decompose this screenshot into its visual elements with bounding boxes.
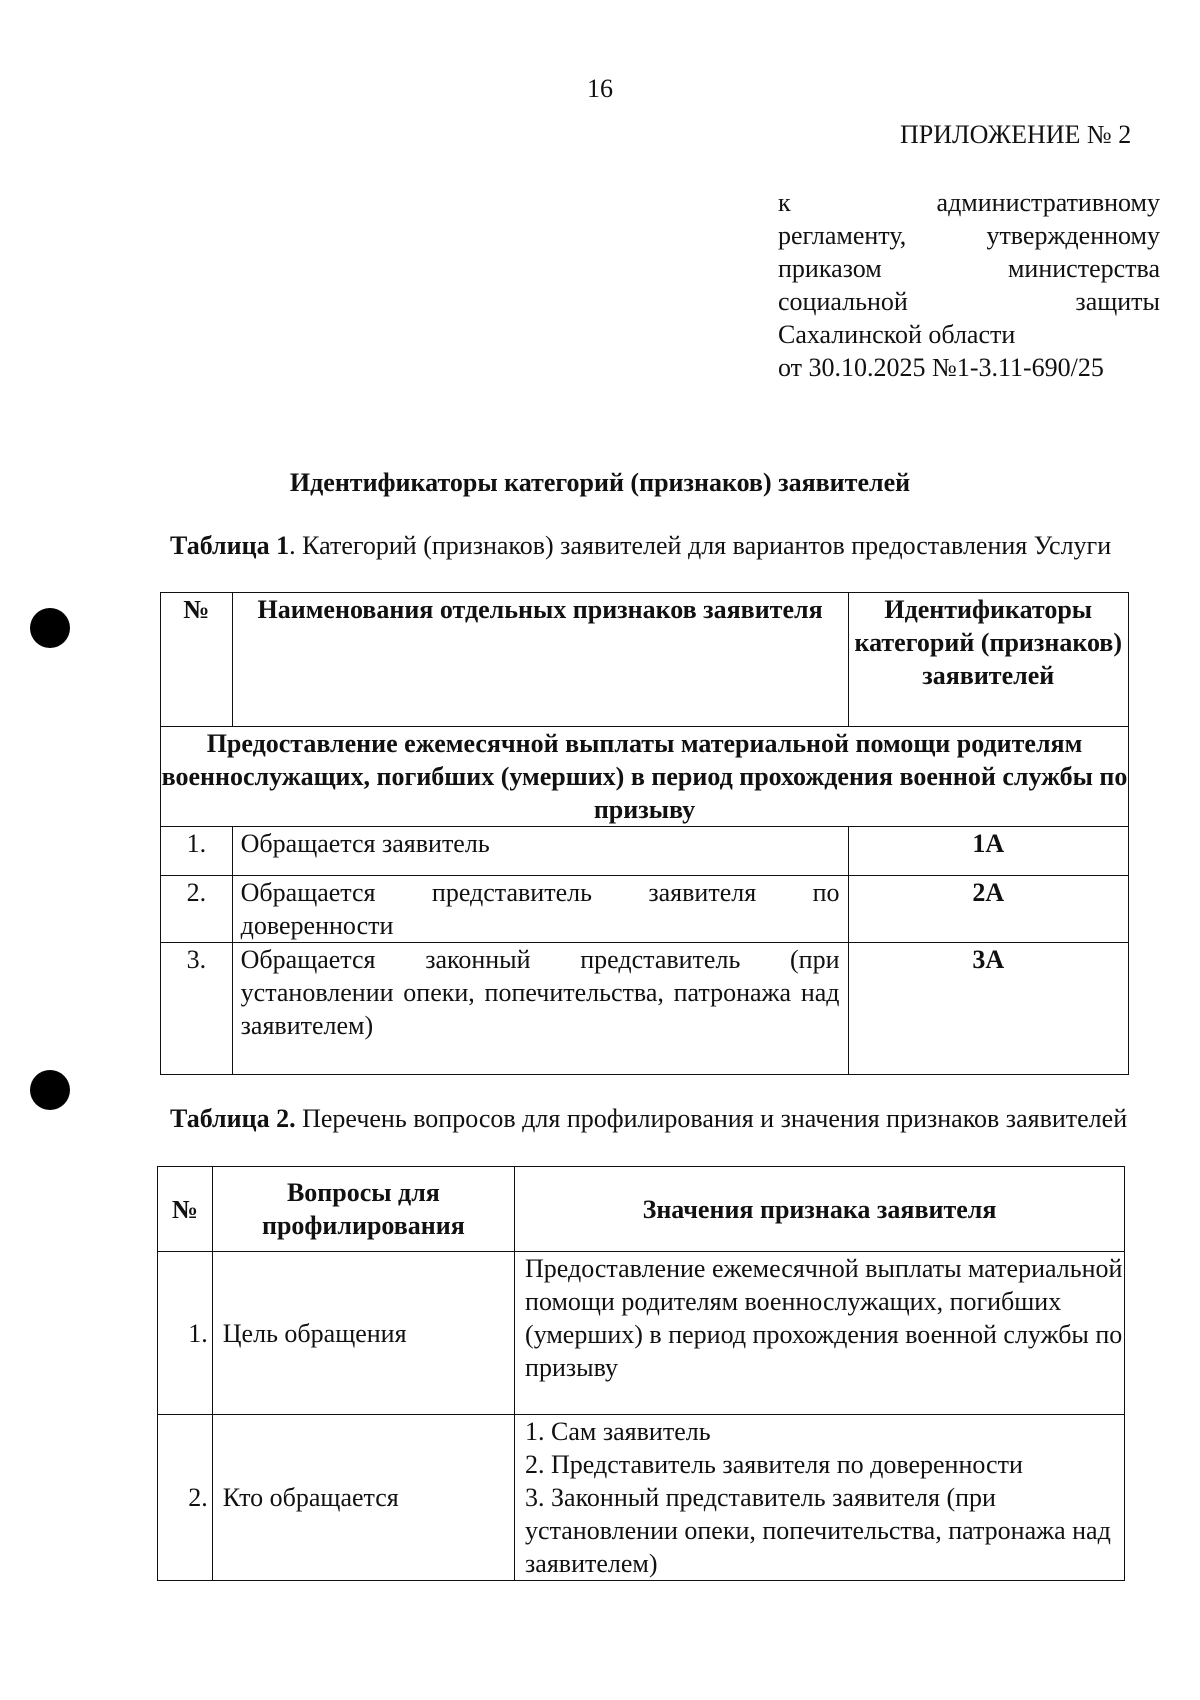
row-question: Цель обращения [212, 1252, 514, 1415]
table2 [157, 1166, 1125, 1581]
document-heading: Идентификаторы категорий (признаков) заявителей [289, 468, 911, 497]
appendix-ref-line: приказом министерства [778, 254, 1160, 283]
row-attribute: Обращается заявитель [232, 827, 848, 876]
table2-caption [170, 1102, 1130, 1135]
table1-section-title: Предоставление ежемесячной выплаты материальной помощи родителям военнослужащих, погибших (умерших) в период прохождения военной службы по призыву [161, 727, 1129, 827]
row-attribute: Обращается представитель заявителя по доверенности [232, 876, 848, 943]
row-number: 1. [158, 1252, 213, 1415]
punch-hole-mark [30, 1070, 70, 1110]
row-identifier: 2А [848, 876, 1128, 943]
table-row [161, 943, 1129, 1075]
row-attribute: Обращается законный представитель (при установлении опеки, попечительства, патронажа над заявителем) [232, 943, 848, 1075]
page-number: 16 [587, 74, 613, 103]
punch-hole-mark [30, 608, 70, 648]
value-line: 3. Законный представитель заявителя (при установлении опеки, попечительства, патронажа над заявителем) [525, 1483, 1111, 1578]
table-row [161, 827, 1129, 876]
row-identifier: 1А [848, 827, 1128, 876]
row-number: 1. [161, 827, 233, 876]
appendix-ref-line: к административному [778, 188, 1160, 217]
table1-caption [170, 529, 1130, 562]
row-identifier: 3А [848, 943, 1128, 1075]
table-row [158, 1252, 1125, 1415]
table1-header-row [161, 593, 1129, 727]
table2-header-row [158, 1167, 1125, 1252]
table1-section-row [161, 727, 1129, 827]
appendix-ref-line: от 30.10.2025 №1-3.11-690/25 [778, 353, 1104, 382]
row-number: 3. [161, 943, 233, 1075]
table-row [158, 1415, 1125, 1581]
table2-header-values: Значения признака заявителя [515, 1167, 1125, 1252]
table2-header-question: Вопросы для профилирования [212, 1167, 514, 1252]
value-line: Предоставление ежемесячной выплаты материальной помощи родителям военнослужащих, погибших (умерших) в период прохождения военной службы по призыву [525, 1254, 1123, 1382]
table1-caption-text: . Категорий (признаков) заявителей для вариантов предоставления Услуги [289, 531, 1112, 560]
row-values [515, 1415, 1125, 1581]
value-line: 1. Сам заявитель [525, 1417, 711, 1446]
value-line: 2. Представитель заявителя по доверенности [525, 1450, 1023, 1479]
table2-header-num: № [158, 1167, 213, 1252]
row-question: Кто обращается [212, 1415, 514, 1581]
appendix-ref-line: социальной защиты [778, 287, 1160, 316]
appendix-ref-line: Сахалинской области [778, 320, 1016, 349]
row-values [515, 1252, 1125, 1415]
table2-caption-text: Перечень вопросов для профилирования и значения признаков заявителей [295, 1104, 1128, 1133]
table1-header-num: № [161, 593, 233, 727]
table1-header-name: Наименования отдельных признаков заявителя [232, 593, 848, 727]
appendix-ref-line: регламенту, утвержденному [778, 221, 1160, 250]
table-row [161, 876, 1129, 943]
table2-caption-label: Таблица 2. [170, 1104, 296, 1133]
appendix-reference [778, 186, 1160, 384]
row-number: 2. [161, 876, 233, 943]
table1-header-id: Идентификаторы категорий (признаков) заявителей [848, 593, 1128, 727]
table1 [160, 592, 1129, 1075]
appendix-title: ПРИЛОЖЕНИЕ № 2 [900, 120, 1132, 149]
table1-caption-label: Таблица 1 [170, 531, 290, 560]
row-number: 2. [158, 1415, 213, 1581]
